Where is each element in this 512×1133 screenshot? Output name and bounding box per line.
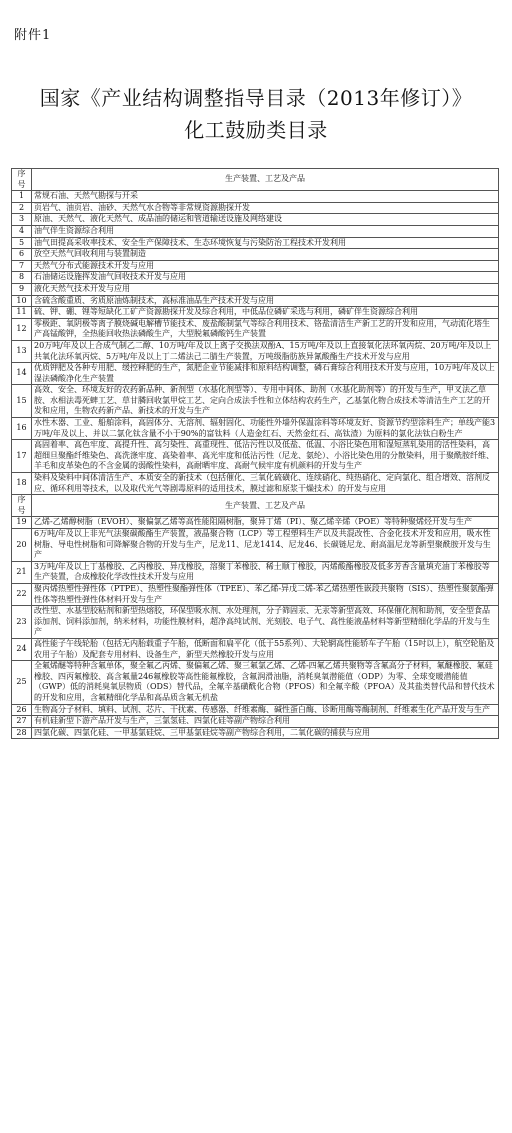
row-number: 1 bbox=[12, 191, 32, 203]
row-number: 3 bbox=[12, 214, 32, 226]
row-content: 6万吨/年及以上非光气法聚碳酸酯生产装置，液晶聚合物（LCP）等工程塑料生产以及共混改性、合金化技术开发和应用，吸水性树脂、导电性树脂和可降解聚合物的开发与生产，尼龙11、尼龙1414、尼龙46、长碳链尼龙、耐高温尼龙等新型聚酰胺开发与生产 bbox=[32, 529, 499, 562]
row-number: 8 bbox=[12, 272, 32, 284]
row-content: 高效、安全、环境友好的农药新品种、新剂型（水基化剂型等）、专用中间体、助剂（水基化助剂等）的开发与生产，甲叉法乙草胺、水相法毒死蜱工艺、草甘膦回收氯甲烷工艺、定向合成法手性和立体结构农药生产，乙基氯化物合成技术等清洁生产工艺的开发和应用，生物农药新产品、新技术的开发与生产 bbox=[32, 385, 499, 418]
table-row bbox=[12, 363, 499, 385]
row-content: 四氯化碳、四氯化硅、一甲基氯硅烷、三甲基氯硅烷等副产物综合利用，二氧化碳的捕获与应用 bbox=[32, 727, 499, 739]
table-header-row-repeat bbox=[12, 495, 499, 517]
row-number: 27 bbox=[12, 716, 32, 728]
table-row bbox=[12, 418, 499, 440]
row-content: 放空天然气回收利用与装置制造 bbox=[32, 249, 499, 261]
table-body-part-1 bbox=[12, 191, 499, 495]
row-number: 26 bbox=[12, 704, 32, 716]
row-number: 24 bbox=[12, 638, 32, 660]
row-content: 乙烯-乙烯醇树脂（EVOH）、聚偏氯乙烯等高性能阻隔树脂，聚异丁烯（PI）、聚乙烯辛烯（POE）等特种聚烯烃开发与生产 bbox=[32, 517, 499, 529]
table-row bbox=[12, 283, 499, 295]
row-number: 2 bbox=[12, 202, 32, 214]
table-row bbox=[12, 295, 499, 307]
row-number: 22 bbox=[12, 583, 32, 605]
row-content: 油气田提高采收率技术、安全生产保障技术、生态环境恢复与污染防治工程技术开发利用 bbox=[32, 237, 499, 249]
table-row bbox=[12, 716, 499, 728]
row-content: 原油、天然气、液化天然气、成品油的储运和管道输送设施及网络建设 bbox=[32, 214, 499, 226]
row-number: 9 bbox=[12, 283, 32, 295]
header-number-repeat: 序号 bbox=[12, 495, 32, 517]
table-row bbox=[12, 440, 499, 473]
row-content: 高性能子午线轮胎（包括无内胎载重子午胎，低断面和扁平化（低于55系列）、大轮辋高性能轿车子午胎（15吋以上），航空轮胎及农用子午胎）及配套专用材料、设备生产，新型天然橡胶开发与应用 bbox=[32, 638, 499, 660]
table-row bbox=[12, 260, 499, 272]
table-row bbox=[12, 583, 499, 605]
row-content: 水性木器、工业、船舶涂料，高固体分、无溶剂、辐射固化、功能性外墙外保温涂料等环境友好、资源节约型涂料生产；单线产能3万吨/年及以上、并以二氯化钛含量不小于90%的富钛料（人造金红石、天然金红石、高钛渣）为原料的氯化法钛白粉生产 bbox=[32, 418, 499, 440]
header-number: 序号 bbox=[12, 169, 32, 191]
row-number: 12 bbox=[12, 318, 32, 340]
row-content: 页岩气、油页岩、油砂、天然气水合物等非常规资源勘探开发 bbox=[32, 202, 499, 214]
table-row bbox=[12, 202, 499, 214]
row-number: 15 bbox=[12, 385, 32, 418]
header-content: 生产装置、工艺及产品 bbox=[32, 169, 499, 191]
row-number: 16 bbox=[12, 418, 32, 440]
table-row bbox=[12, 340, 499, 362]
row-number: 14 bbox=[12, 363, 32, 385]
row-number: 10 bbox=[12, 295, 32, 307]
row-content: 生物高分子材料、填料、试剂、芯片、干扰素、传感器、纤维素酶、碱性蛋白酶、诊断用酶等酶制剂、纤维素生化产品开发与生产 bbox=[32, 704, 499, 716]
row-content: 高固着率、高色牢度、高提升性、高匀染性、高重现性、低沾污性以及低盐、低温、小浴比染色用和湿短蒸轧染用的活性染料，高超细旦聚酯纤维染色、高洗涤牢度、高染着率、高光牢度和低沾污性（尼龙、氨纶）、小浴比染色用的分散染料，用于聚酰胺纤维、羊毛和皮革染色的不含金属的弱酸性染料，高耐晒牢度、高耐气候牢度有机颜料的开发与生产 bbox=[32, 440, 499, 473]
row-number: 17 bbox=[12, 440, 32, 473]
row-content: 有机硅新型下游产品开发与生产，三氯氢硅、四氯化硅等副产物综合利用 bbox=[32, 716, 499, 728]
table-row bbox=[12, 517, 499, 529]
row-content: 零极距、氧阴极等离子膜烧碱电解槽节能技术、废盐酸制氯气等综合利用技术、铬盐清洁生产新工艺的开发和应用，气动流化塔生产高锰酸钾，全热能回收热法磷酸生产，大型脱氟磷酸钙生产装置 bbox=[32, 318, 499, 340]
row-content: 全氟烯醚等特种含氟单体，聚全氟乙丙烯、聚偏氟乙烯、聚三氟氯乙烯、乙烯-四氟乙烯共聚物等含氟高分子材料，氟醚橡胶、氟硅橡胶、四丙氟橡胶、高含氟量246氟橡胶等高性能氟橡胶，含氟润滑油脂，消耗臭氧潜能值（ODP）为零、全球变暖潜能值（GWP）低的消耗臭氧层物质（ODS）替代品，全氟辛基磺酰化合物（PFOS）和全氟辛酸（PFOA）及其盐类替代品和替代技术的开发和应用，含氟精细化学品和高品质含氟无机盐 bbox=[32, 661, 499, 704]
document-title: 国家《产业结构调整指导目录（2013年修订）》 bbox=[39, 86, 473, 110]
row-content: 优质钾肥及各种专用肥、缓控释肥的生产，氮肥企业节能减排和原料结构调整，磷石膏综合利用技术开发与应用，10万吨/年及以上湿法磷酸净化生产装置 bbox=[32, 363, 499, 385]
document-subtitle: 化工鼓励类目录 bbox=[184, 118, 328, 142]
row-content: 液化天然气技术开发与应用 bbox=[32, 283, 499, 295]
row-number: 23 bbox=[12, 606, 32, 639]
table-row bbox=[12, 661, 499, 704]
table-row bbox=[12, 249, 499, 261]
table-row bbox=[12, 638, 499, 660]
row-number: 5 bbox=[12, 237, 32, 249]
catalog-table bbox=[11, 168, 499, 739]
table-row bbox=[12, 237, 499, 249]
table-row bbox=[12, 272, 499, 284]
table-header-row bbox=[12, 169, 499, 191]
row-number: 20 bbox=[12, 529, 32, 562]
row-content: 染料及染料中间体清洁生产、本质安全的新技术（包括催化、三氧化硫磺化、连续硝化、纯热硝化、定向氯化、组合增效、溶剂反应、循环利用等技术，以及取代光气等剧毒原料的适用技术，膜过滤和原浆干燥技术）的开发与应用 bbox=[32, 473, 499, 495]
row-content: 石油储运设施挥发油气回收技术开发与应用 bbox=[32, 272, 499, 284]
row-number: 6 bbox=[12, 249, 32, 261]
row-content: 天然气分布式能源技术开发与应用 bbox=[32, 260, 499, 272]
table-header-repeat bbox=[12, 495, 499, 517]
row-content: 常规石油、天然气勘探与开采 bbox=[32, 191, 499, 203]
row-content: 聚丙烯热塑性弹性体（PTPE）、热塑性聚酯弹性体（TPEE）、苯乙烯-异戊二烯-苯乙烯热塑性嵌段共聚物（SIS）、热塑性聚氨酯弹性体等热塑性弹性体材料开发与生产 bbox=[32, 583, 499, 605]
table-row bbox=[12, 473, 499, 495]
table-row bbox=[12, 191, 499, 203]
row-content: 20万吨/年及以上合成气制乙二醇、10万吨/年及以上离子交换法双酚A、15万吨/年及以上直接氧化法环氧丙烷、20万吨/年及以上共氧化法环氧丙烷、5万吨/年及以上丁二烯法己二腈生产装置，万吨级脂肪族异氰酸酯生产技术开发与应用 bbox=[32, 340, 499, 362]
row-number: 25 bbox=[12, 661, 32, 704]
table-row bbox=[12, 225, 499, 237]
row-content: 改性型、水基型胶粘剂和新型热熔胶，环保型吸水剂、水处理剂，分子筛固汞、无汞等新型高效、环保催化剂和助剂，安全型食品添加剂、饲料添加剂，纳米材料，功能性膜材料，超净高纯试剂、光刻胶、电子气、高性能液晶材料等新型精细化学品的开发与生产 bbox=[32, 606, 499, 639]
row-number: 21 bbox=[12, 561, 32, 583]
table-row bbox=[12, 385, 499, 418]
row-number: 11 bbox=[12, 307, 32, 319]
row-number: 4 bbox=[12, 225, 32, 237]
table-row bbox=[12, 214, 499, 226]
table-row bbox=[12, 318, 499, 340]
table-row bbox=[12, 606, 499, 639]
header-content-repeat: 生产装置、工艺及产品 bbox=[32, 495, 499, 517]
table-row bbox=[12, 529, 499, 562]
row-content: 含硫含酸重质、劣质原油炼制技术，高标准油品生产技术开发与应用 bbox=[32, 295, 499, 307]
table-row bbox=[12, 307, 499, 319]
row-content: 硫、钾、硼、锂等短缺化工矿产资源勘探开发及综合利用，中低品位磷矿采选与利用，磷矿伴生资源综合利用 bbox=[32, 307, 499, 319]
row-number: 19 bbox=[12, 517, 32, 529]
attachment-label: 附件1 bbox=[14, 28, 52, 43]
table-row bbox=[12, 727, 499, 739]
row-number: 7 bbox=[12, 260, 32, 272]
row-content: 3万吨/年及以上丁基橡胶、乙丙橡胶、异戊橡胶，溶聚丁苯橡胶、稀土顺丁橡胶，丙烯酸酯橡胶及低多芳香含量填充油丁苯橡胶等生产装置，合成橡胶化学改性技术开发与应用 bbox=[32, 561, 499, 583]
row-number: 28 bbox=[12, 727, 32, 739]
row-number: 13 bbox=[12, 340, 32, 362]
table-row bbox=[12, 704, 499, 716]
table-body-part-2 bbox=[12, 517, 499, 739]
table-row bbox=[12, 561, 499, 583]
row-content: 油气伴生资源综合利用 bbox=[32, 225, 499, 237]
row-number: 18 bbox=[12, 473, 32, 495]
